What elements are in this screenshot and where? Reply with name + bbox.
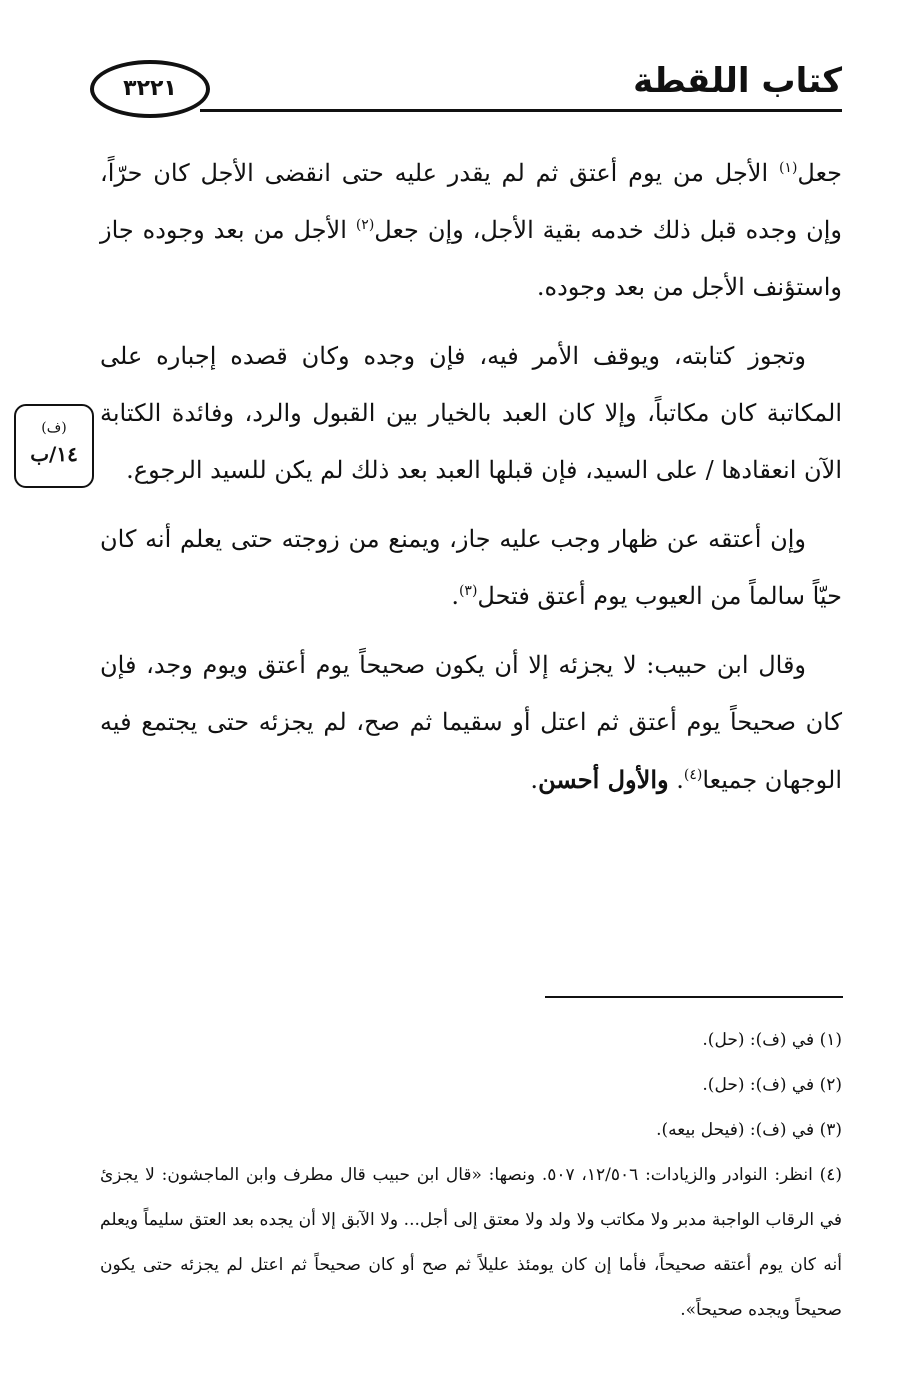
paragraph-3 [100,511,842,625]
footnote-1: (١) في (ف): (حل). [702,1030,842,1050]
main-text [100,145,842,821]
footnote-2: (٢) في (ف): (حل). [702,1075,842,1095]
footnote-divider [545,996,843,998]
footnote-ref-2: (٢) [355,217,375,233]
footnote-3: (٣) في (ف): (فيحل بيعه). [656,1120,842,1140]
footnote-ref-4: (٤) [683,767,703,783]
paragraph-1-part-b: الأجل من يوم أعتق ثم لم يقدر عليه حتى انقضى الأجل كان حرّاً، وإن وجده قبل ذلك خدمه بقية الأجل، وإن جعل [100,159,842,244]
paragraph-4-bold: والأول أحسن [538,765,669,794]
paragraph-4 [100,637,842,809]
folio-number: ١٤/ب [30,442,78,466]
footnote-ref-1: (١) [778,160,798,176]
paragraph-1 [100,145,842,316]
footnote-4: (٤) انظر: النوادر والزيادات: ١٢/٥٠٦، ٥٠٧. ونصها: «قال ابن حبيب قال مطرف وابن الماجشون: لا يجزئ في الرقاب الواجبة مدبر ولا مكاتب ولا ولد ولا معتق إلى أجل... ولا الآبق إلا أن يجده بعد العتق سليماً ويعلم أنه كان يوم أعتقه صحيحاً، فأما إن كان يومئذ عليلاً ثم صح أو كان صحيحاً ثم اعتل لم يجزئه حتى يكون صحيحاً ويجده صحيحاً». [100,1165,842,1320]
header-rule [200,109,842,112]
footnotes [100,1018,842,1333]
paragraph-3-end: . [451,582,459,610]
paragraph-2: وتجوز كتابته، ويوقف الأمر فيه، فإن وجده وكان قصده إجباره على المكاتبة كان مكاتباً، وإلا كان العبد بالخيار بين القبول والرد، وفائدة الكتابة الآن انعقادها / على السيد، فإن قبلها العبد بعد ذلك لم يكن للسيد الرجوع. [100,342,842,484]
footnote-ref-3: (٣) [458,583,478,599]
page-number: ٣٢٢١ [90,60,210,118]
manuscript-folio-note [14,404,94,488]
paragraph-4-mid: . [668,766,684,794]
page-header [90,60,842,130]
paragraph-1-part-a: جعل [797,159,843,187]
paragraph-3-text: وإن أعتقه عن ظهار وجب عليه جاز، ويمنع من زوجته حتى يعلم أنه كان حيّاً سالماً من العيوب يوم أعتق فتحل [100,525,842,610]
book-title: كتاب اللقطة [633,61,842,101]
folio-manuscript-label: (ف) [41,420,67,436]
paragraph-4-text: وقال ابن حبيب: لا يجزئه إلا أن يكون صحيحاً يوم أعتق ويوم وجد، فإن كان صحيحاً يوم أعتق ثم اعتل أو سقيما ثم صح، لم يجزئه حتى يجتمع فيه الوجهان جميعا [100,651,842,794]
paragraph-1-part-c: الأجل من بعد وجوده جاز واستؤنف الأجل من بعد وجوده. [100,216,842,301]
paragraph-4-end: . [530,766,539,794]
